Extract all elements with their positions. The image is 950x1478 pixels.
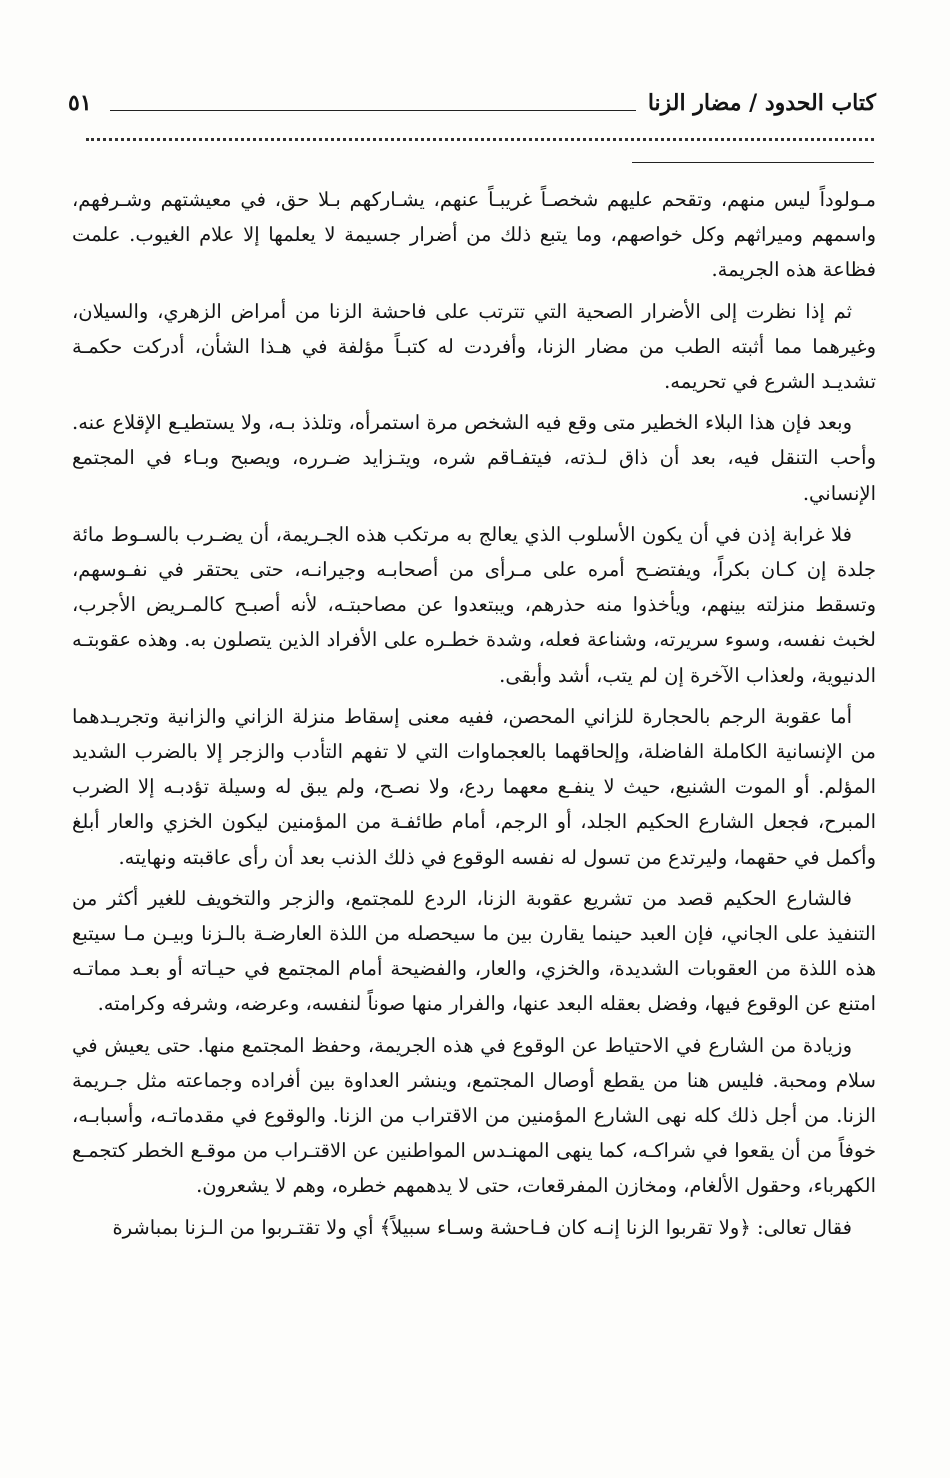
page-number: ٥١	[68, 90, 92, 116]
paragraph-5: أما عقوبة الرجم بالحجارة للزاني المحصن، ففيه معنى إسقاط منزلة الزاني والزانية وتجريـدهما من الإنسانية الكاملة الفاضلة، وإلحاقهما بالعجماوات التي لا تفهم التأدب والزجر إلا بالضرب الشديد المؤلم. أو الموت الشنيع، حيث لا ينفـع معهما ردع، ولا نصـح، ولم يبق له وسيلة تؤدبـه إلا الضرب المبرح، فجعل الشارع الحكيم الجلد، أو الرجم، أمام طائفـة من المؤمنين ليكون الخزي والعار أبلغ وأكمل في حقهما، وليرتدع من تسول له نفسه الوقوع في ذلك الذنب بعد أن رأى عاقبته ونهايته.	[72, 704, 876, 869]
paragraph-3: وبعد فإن هذا البلاء الخطير متى وقع فيه الشخص مرة استمرأه، وتلذذ بـه، ولا يستطيـع الإقلاع عنه. وأحب التنقل فيه، بعد أن ذاق لـذته، فيتفـاقم شره، ويتـزايد ضـرره، ويصبح وبـاء في المجتمع الإنساني.	[72, 411, 876, 505]
dotted-divider	[86, 138, 874, 141]
paragraph-2: ثم إذا نظرت إلى الأضرار الصحية التي تترتب على فاحشة الزنا من أمراض الزهري، والسيلان، وغيرهما مما أثبته الطب من مضار الزنا، وأفردت له كتبـاً مؤلفة في هـذا الشأن، أدركت حكمـة تشديـد الشرع في تحريمه.	[72, 299, 876, 394]
header-underline	[632, 162, 874, 163]
paragraph-4: فلا غرابة إذن في أن يكون الأسلوب الذي يعالج به مرتكب هذه الجـريمة، أن يضـرب بالسـوط مائة جلدة إن كـان بكراً، ويفتضـح أمره على مـرأى من أصحابـه وجيرانـه، حتى يحتقر في نفـوسهم، وتسقط منزلته بينهم، ويأخذوا منه حذرهم، ويبتعدوا عن مصاحبتـه، لأنه أصبـح كالمـريض الأجرب، لخبث نفسه، وسوء سريرته، وشناعة فعله، وشدة خطـره على الأفراد الذين يتصلون به. وهذه عقوبتـه الدنيوية، ولعذاب الآخرة إن لم يتب، أشد وأبقى.	[72, 522, 876, 687]
paragraph-8: فقال تعالى: ﴿ولا تقربوا الزنا إنـه كان فـاحشة وسـاء سبيلاً﴾ أي ولا تقتـربوا من الـزنا بمباشرة	[112, 1215, 852, 1239]
paragraph-7: وزيادة من الشارع في الاحتياط عن الوقوع في هذه الجريمة، وحفظ المجتمع منها. حتى يعيش في سلام ومحبة. فليس هنا من يقطع أوصال المجتمع، وينشر العداوة بين أفراده وجماعته مثل جـريمة الزنا. من أجل ذلك كله نهى الشارع المؤمنين من الاقتراب من الزنا. والوقوع في مقدماتـه، وأسبابـه، خوفاً من أن يقعوا في شراكـه، كما ينهى المهنـدس المواطنين عن الاقتـراب من موقـع الخطر كتجمـع الكهرباء، وحقول الألغام، ومخازن المفرقعات، حتى لا يدهمهم خطره، وهم لا يشعرون.	[72, 1033, 876, 1198]
paragraph-1: مـولوداً ليس منهم، وتقحم عليهم شخصـاً غريبـاً عنهم، يشـاركهم بـلا حق، في معيشتهم وشـرفهم، واسمهم وميراثهم وكل خواصهم، وما يتبع ذلك من أضرار جسيمة لا يعلمها إلا علام الغيوب. علمت فظاعة هذه الجريمة.	[72, 188, 876, 282]
paragraph-6: فالشارع الحكيم قصد من تشريع عقوبة الزنا، الردع للمجتمع، والزجر والتخويف للغير أكثر من التنفيذ على الجاني، فإن العبد حينما يقارن بين ما سيحصله من اللذة العارضـة بالـزنا وبيـن مـا سيتبع هذه اللذة من العقوبات الشديدة، والخزي، والعار، والفضيحة أمام المجتمع في حيـاته أو بعـد مماتـه امتنع عن الوقوع فيها، وفضل بعقله البعد عنها، والفرار منها صوناً لنفسه، وعرضه، وشرفه وكرامته.	[72, 886, 876, 1016]
body-text	[72, 182, 876, 1251]
running-head-rule	[110, 110, 636, 111]
running-head-title: كتاب الحدود / مضار الزنا	[640, 88, 876, 118]
running-head	[68, 88, 876, 122]
